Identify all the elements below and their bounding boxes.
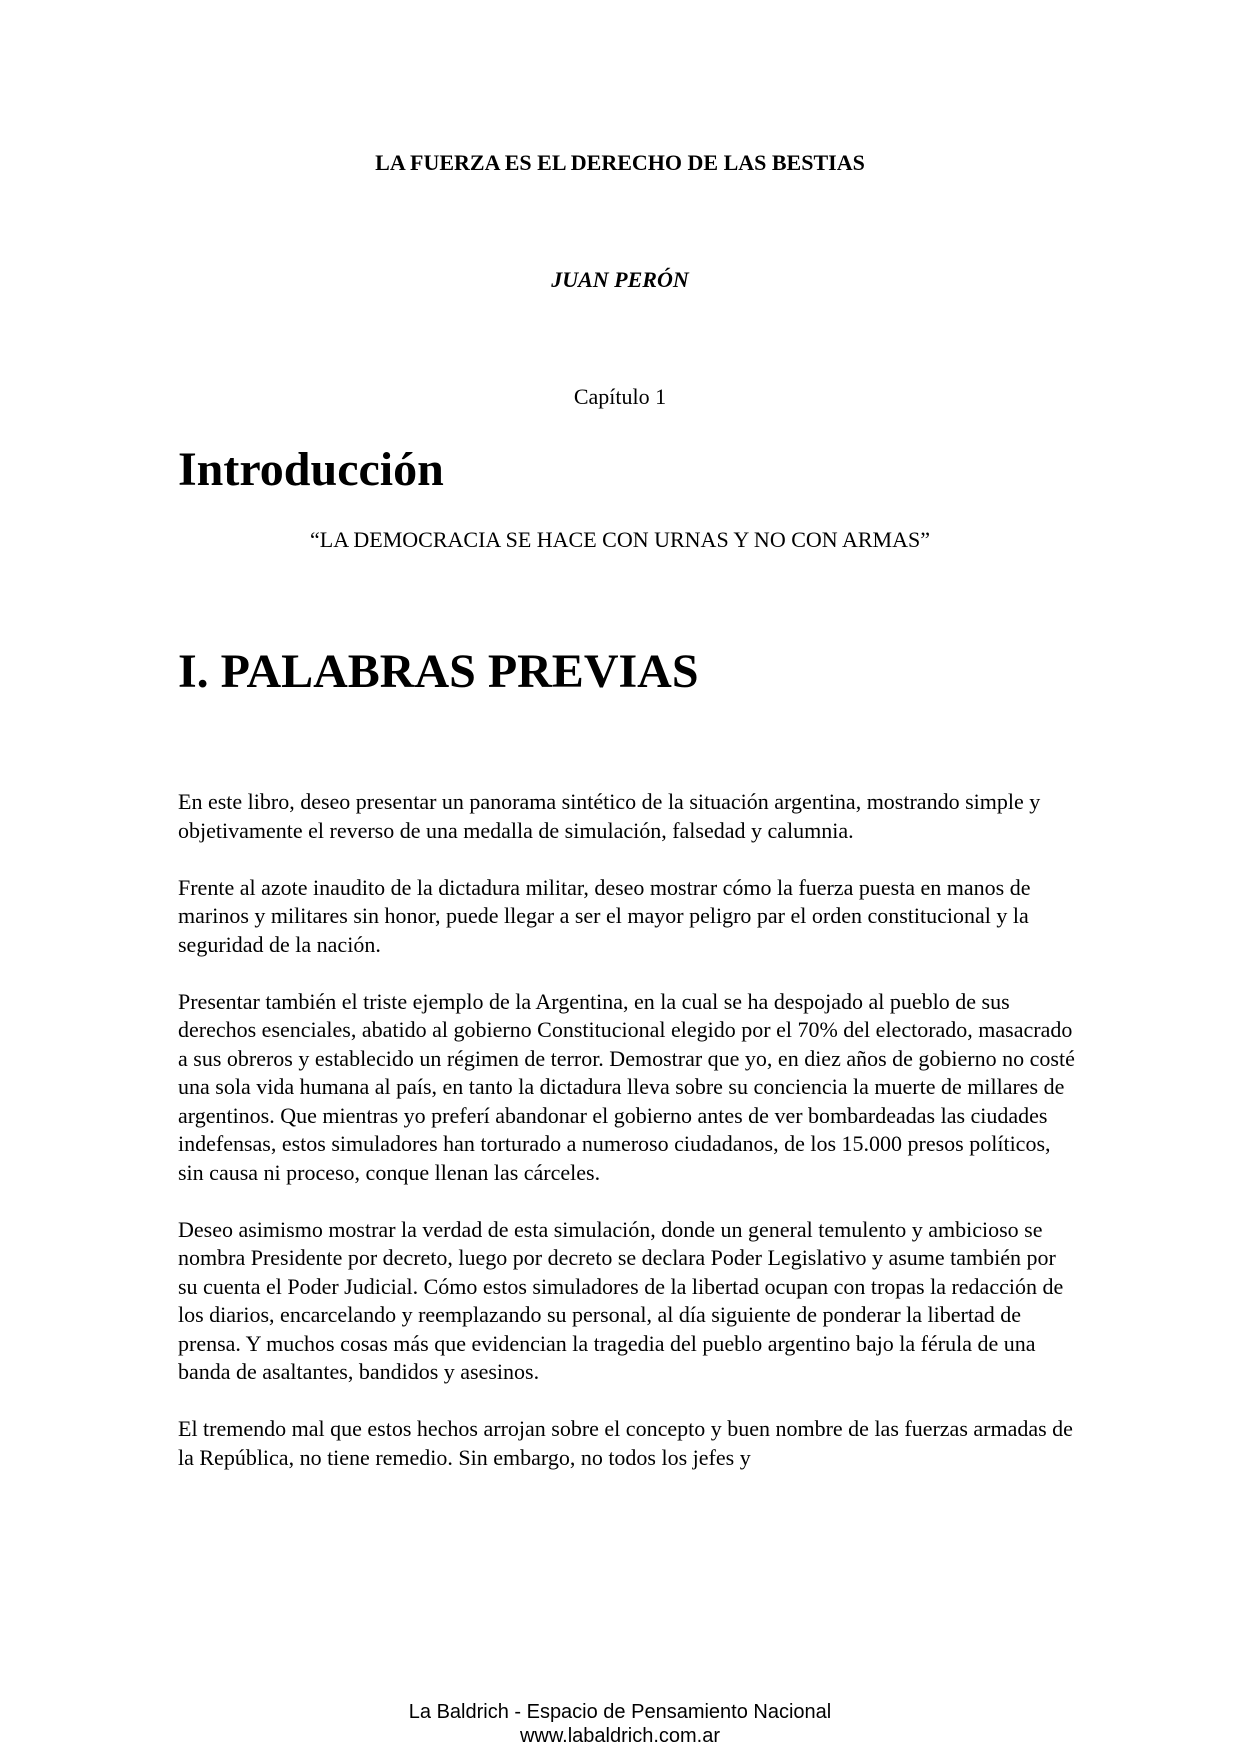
book-title: LA FUERZA ES EL DERECHO DE LAS BESTIAS: [375, 150, 865, 175]
chapter-heading: Introducción: [178, 443, 444, 496]
section-heading: I. PALABRAS PREVIAS: [178, 645, 699, 698]
footer-url: www.labaldrich.com.ar: [519, 1725, 721, 1747]
footer-org: La Baldrich - Espacio de Pensamiento Nacional: [408, 1701, 832, 1723]
author-name: JUAN PERÓN: [551, 267, 689, 292]
paragraph: El tremendo mal que estos hechos arrojan sobre el concepto y buen nombre de las fuerzas armadas de la República, no tiene remedio. Sin embargo, no todos los jefes y: [178, 1416, 1073, 1470]
page-footer: [0, 1700, 1240, 1748]
paragraph: Frente al azote inaudito de la dictadura militar, deseo mostrar cómo la fuerza puesta en manos de marinos y militares sin honor, puede llegar a ser el mayor peligro par el orden constitucional y la seguridad de la nación.: [178, 874, 1031, 957]
body-text: [178, 788, 1078, 1501]
epigraph: “LA DEMOCRACIA SE HACE CON URNAS Y NO CON ARMAS”: [310, 527, 930, 552]
paragraph: En este libro, deseo presentar un panorama sintético de la situación argentina, mostrando simple y objetivamente el reverso de una medalla de simulación, falsedad y calumnia.: [178, 789, 1041, 843]
paragraph: Deseo asimismo mostrar la verdad de esta simulación, donde un general temulento y ambicioso se nombra Presidente por decreto, luego por decreto se declara Poder Legislativo y asume también por su cuenta el Poder Judicial. Cómo estos simuladores de la libertad ocupan con tropas la redacción de los diarios, encarcelando y reemplazando su personal, al día siguiente de ponderar la libertad de prensa. Y muchos cosas más que evidencian la tragedia del pueblo argentino bajo la férula de una banda de asaltantes, bandidos y asesinos.: [178, 1216, 1064, 1384]
paragraph: Presentar también el triste ejemplo de la Argentina, en la cual se ha despojado al pueblo de sus derechos esenciales, abatido al gobierno Constitucional elegido por el 70% del electorado, masacrado a sus obreros y establecido un régimen de terror. Demostrar que yo, en diez años de gobierno no costé una sola vida humana al país, en tanto la dictadura lleva sobre su conciencia la muerte de millares de argentinos. Que mientras yo preferí abandonar el gobierno antes de ver bombardeadas las ciudades indefensas, estos simuladores han torturado a numeroso ciudadanos, de los 15.000 presos políticos, sin causa ni proceso, conque llenan las cárceles.: [178, 988, 1075, 1185]
chapter-label: Capítulo 1: [573, 384, 667, 409]
